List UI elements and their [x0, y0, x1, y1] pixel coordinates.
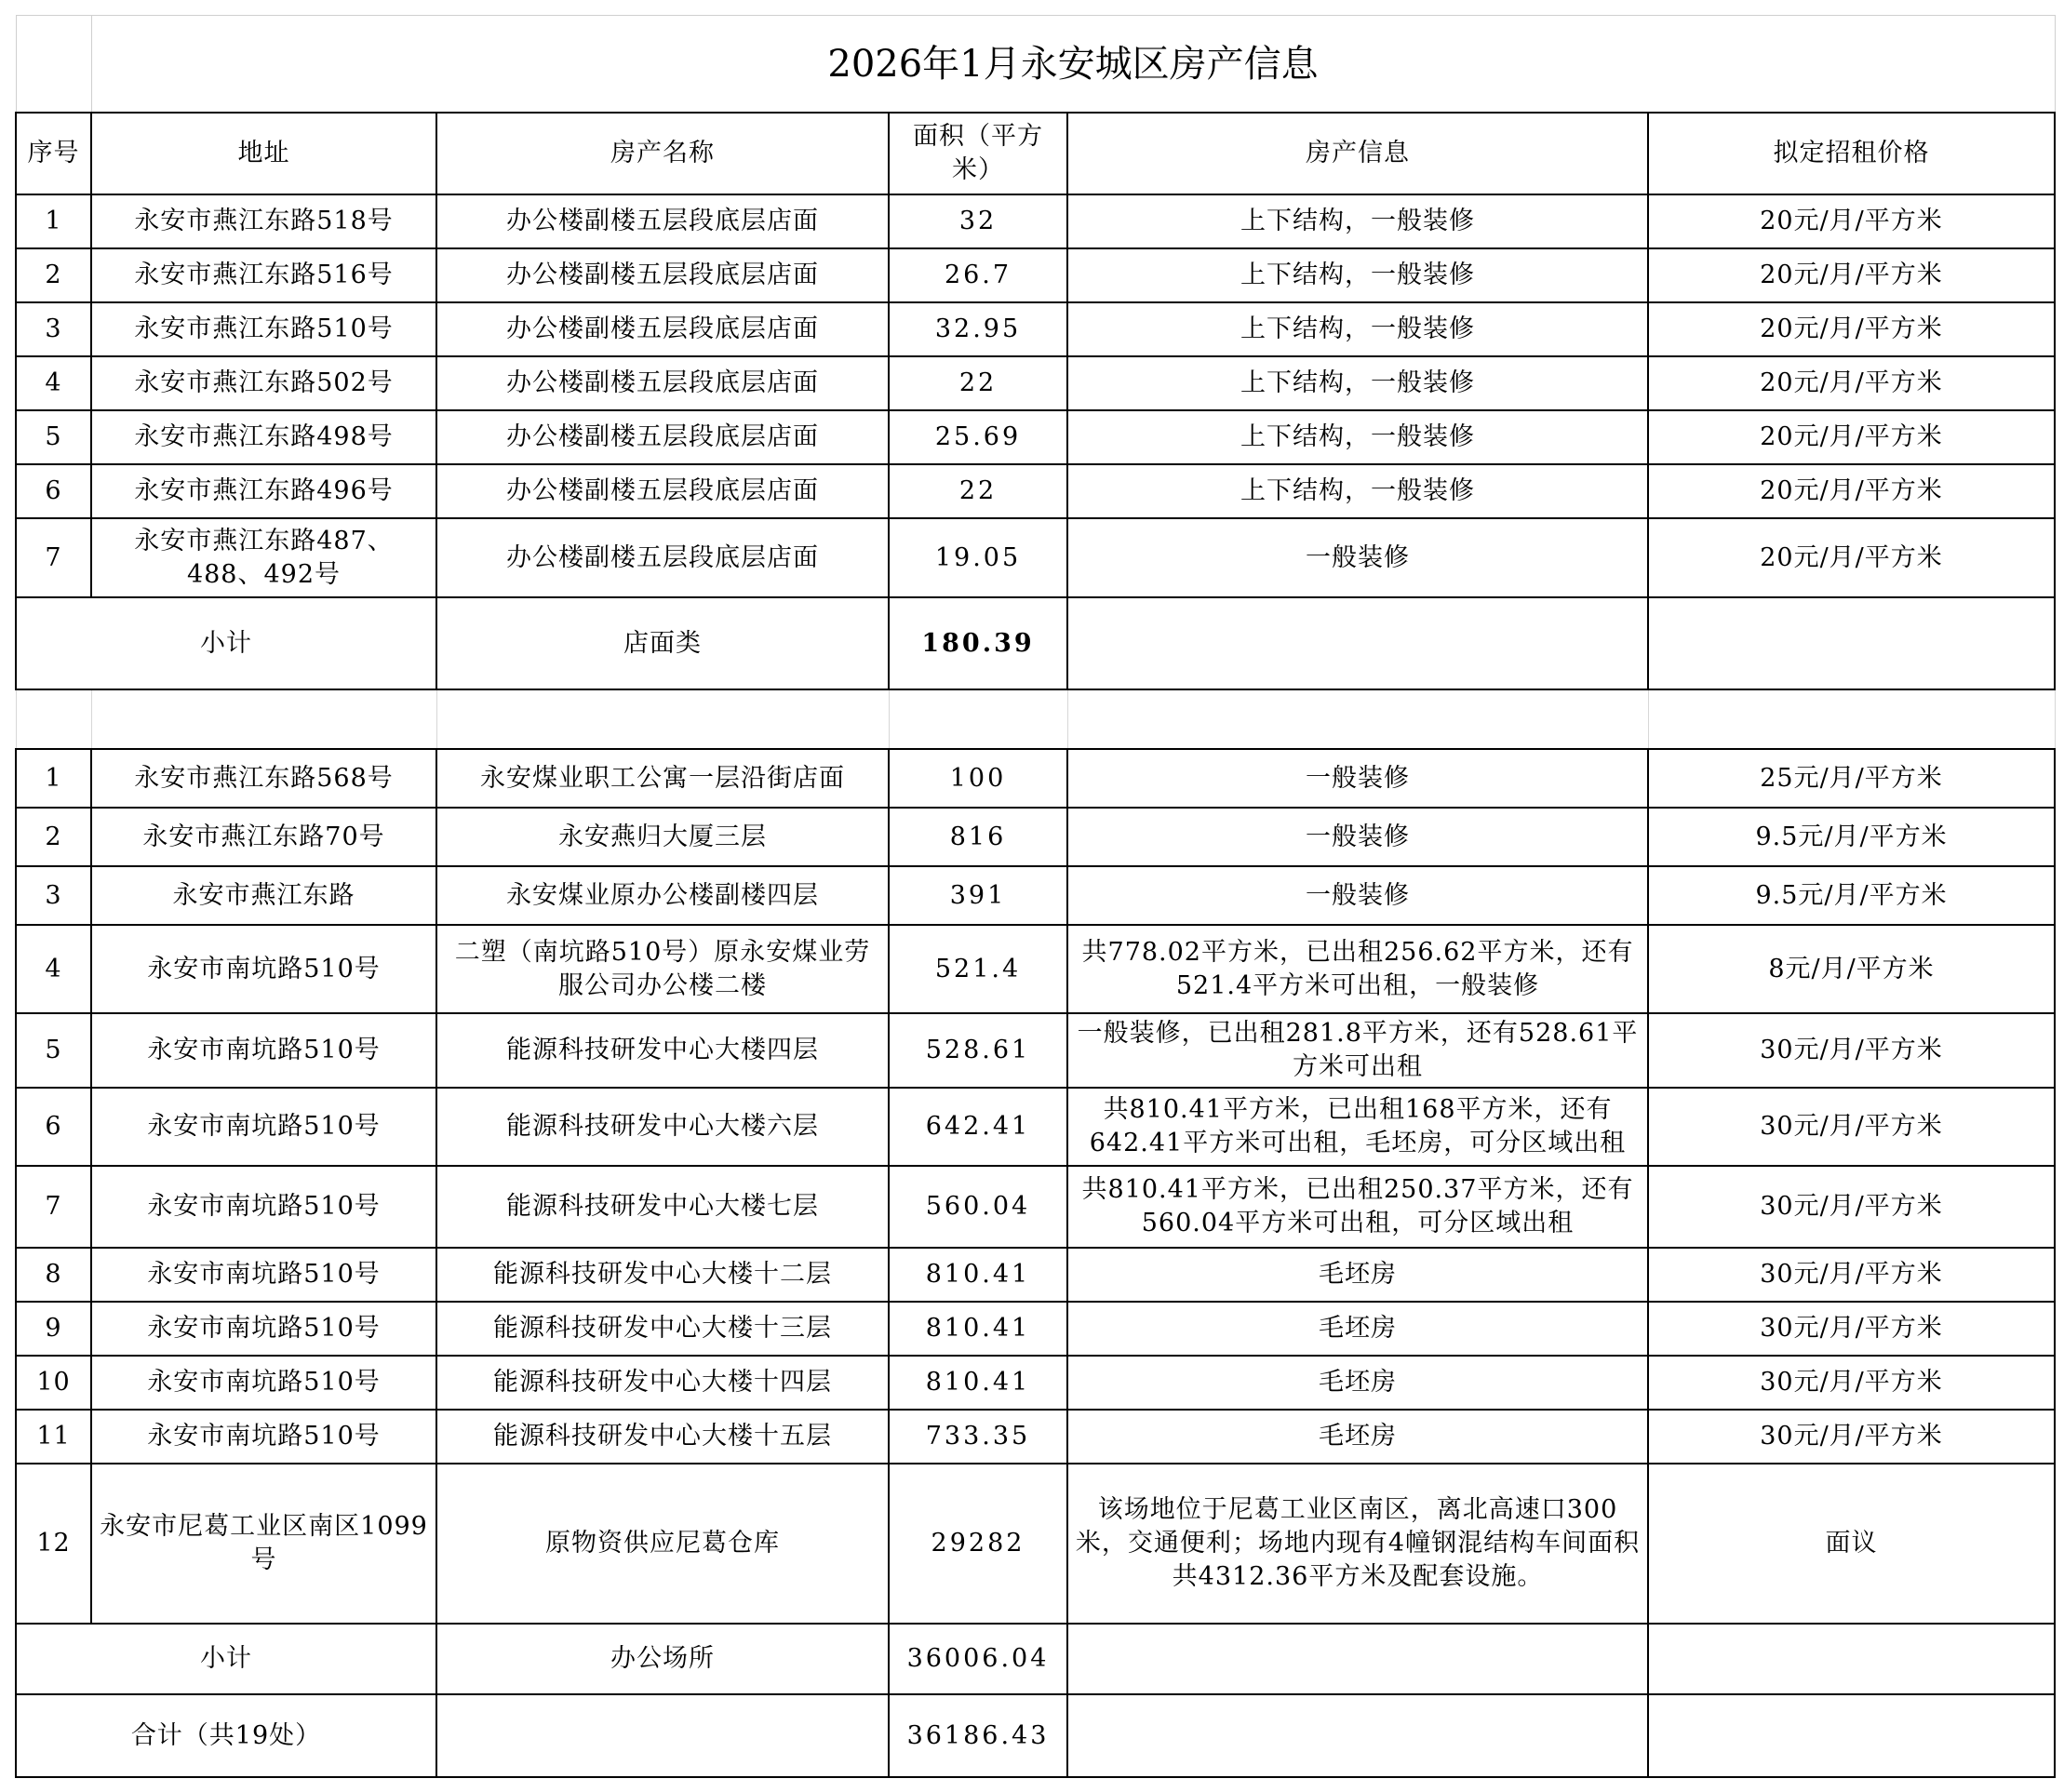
row-name: 能源科技研发中心大楼七层	[436, 1166, 889, 1248]
row-seq: 4	[16, 925, 91, 1013]
row-seq: 7	[16, 518, 91, 597]
property-sheet	[15, 15, 2054, 1778]
subtotal-label: 小计	[16, 1624, 436, 1694]
subtotal-price	[1648, 1624, 2055, 1694]
row-price: 20元/月/平方米	[1648, 464, 2055, 518]
row-info: 共810.41平方米，已出租168平方米，还有642.41平方米可出租，毛坯房，可分区域出租	[1067, 1088, 1648, 1166]
row-info: 上下结构，一般装修	[1067, 410, 1648, 464]
table-row	[16, 1088, 2055, 1166]
table-row	[16, 1013, 2055, 1088]
row-info: 上下结构，一般装修	[1067, 302, 1648, 356]
row-price: 20元/月/平方米	[1648, 194, 2055, 248]
row-price: 30元/月/平方米	[1648, 1088, 2055, 1166]
row-seq: 1	[16, 194, 91, 248]
row-price: 8元/月/平方米	[1648, 925, 2055, 1013]
row-area: 521.4	[889, 925, 1067, 1013]
row-seq: 6	[16, 1088, 91, 1166]
subtotal-category: 店面类	[436, 597, 889, 689]
row-name: 办公楼副楼五层段底层店面	[436, 464, 889, 518]
row-area: 528.61	[889, 1013, 1067, 1088]
row-name: 永安燕归大厦三层	[436, 808, 889, 866]
row-address: 永安市尼葛工业区南区1099号	[91, 1464, 436, 1624]
row-address: 永安市燕江东路502号	[91, 356, 436, 410]
row-area: 22	[889, 356, 1067, 410]
row-info: 一般装修	[1067, 518, 1648, 597]
row-name: 永安煤业原办公楼副楼四层	[436, 866, 889, 925]
row-info: 上下结构，一般装修	[1067, 248, 1648, 302]
row-area: 810.41	[889, 1248, 1067, 1302]
row-seq: 3	[16, 302, 91, 356]
row-info: 上下结构，一般装修	[1067, 356, 1648, 410]
row-area: 32	[889, 194, 1067, 248]
row-area: 100	[889, 749, 1067, 808]
row-seq: 6	[16, 464, 91, 518]
row-area: 391	[889, 866, 1067, 925]
row-area: 816	[889, 808, 1067, 866]
row-name: 能源科技研发中心大楼十五层	[436, 1410, 889, 1464]
spacer-cell	[1067, 689, 1648, 749]
table-row	[16, 1166, 2055, 1248]
subtotal-label: 小计	[16, 597, 436, 689]
row-address: 永安市南坑路510号	[91, 1410, 436, 1464]
row-address: 永安市南坑路510号	[91, 1088, 436, 1166]
row-area: 32.95	[889, 302, 1067, 356]
spacer-cell	[1648, 689, 2055, 749]
row-price: 30元/月/平方米	[1648, 1013, 2055, 1088]
row-name: 能源科技研发中心大楼十四层	[436, 1356, 889, 1410]
row-info: 共778.02平方米，已出租256.62平方米，还有521.4平方米可出租，一般装修	[1067, 925, 1648, 1013]
subtotal-price	[1648, 597, 2055, 689]
row-seq: 9	[16, 1302, 91, 1356]
table-row	[16, 464, 2055, 518]
row-info: 毛坯房	[1067, 1410, 1648, 1464]
row-area: 19.05	[889, 518, 1067, 597]
row-seq: 5	[16, 410, 91, 464]
row-price: 20元/月/平方米	[1648, 410, 2055, 464]
row-address: 永安市燕江东路498号	[91, 410, 436, 464]
row-address: 永安市燕江东路516号	[91, 248, 436, 302]
total-category	[436, 1694, 889, 1777]
header-address: 地址	[91, 113, 436, 194]
row-area: 22	[889, 464, 1067, 518]
table-row	[16, 356, 2055, 410]
row-seq: 10	[16, 1356, 91, 1410]
subtotal-row	[16, 1624, 2055, 1694]
header-info: 房产信息	[1067, 113, 1648, 194]
table-row	[16, 1302, 2055, 1356]
header-area: 面积（平方米）	[889, 113, 1067, 194]
row-address: 永安市南坑路510号	[91, 1248, 436, 1302]
row-price: 25元/月/平方米	[1648, 749, 2055, 808]
row-area: 642.41	[889, 1088, 1067, 1166]
row-address: 永安市南坑路510号	[91, 1166, 436, 1248]
row-area: 25.69	[889, 410, 1067, 464]
row-price: 30元/月/平方米	[1648, 1248, 2055, 1302]
row-name: 二塑（南坑路510号）原永安煤业劳服公司办公楼二楼	[436, 925, 889, 1013]
row-price: 9.5元/月/平方米	[1648, 808, 2055, 866]
row-area: 810.41	[889, 1356, 1067, 1410]
row-info: 上下结构，一般装修	[1067, 194, 1648, 248]
row-name: 原物资供应尼葛仓库	[436, 1464, 889, 1624]
subtotal-area: 36006.04	[889, 1624, 1067, 1694]
header-row	[16, 113, 2055, 194]
row-price: 30元/月/平方米	[1648, 1302, 2055, 1356]
table-row	[16, 925, 2055, 1013]
row-seq: 3	[16, 866, 91, 925]
row-info: 一般装修	[1067, 808, 1648, 866]
row-price: 30元/月/平方米	[1648, 1356, 2055, 1410]
table-row	[16, 1464, 2055, 1624]
table-row	[16, 248, 2055, 302]
row-name: 永安煤业职工公寓一层沿街店面	[436, 749, 889, 808]
spacer-cell	[16, 689, 91, 749]
header-price: 拟定招租价格	[1648, 113, 2055, 194]
row-address: 永安市燕江东路70号	[91, 808, 436, 866]
row-info: 上下结构，一般装修	[1067, 464, 1648, 518]
row-address: 永安市燕江东路487、488、492号	[91, 518, 436, 597]
row-address: 永安市燕江东路	[91, 866, 436, 925]
row-address: 永安市南坑路510号	[91, 925, 436, 1013]
subtotal-area: 180.39	[889, 597, 1067, 689]
row-name: 办公楼副楼五层段底层店面	[436, 410, 889, 464]
spacer-cell	[91, 689, 436, 749]
row-address: 永安市燕江东路496号	[91, 464, 436, 518]
subtotal-info	[1067, 1624, 1648, 1694]
table-row	[16, 194, 2055, 248]
row-name: 能源科技研发中心大楼六层	[436, 1088, 889, 1166]
page-title: 2026年1月永安城区房产信息	[91, 16, 2055, 114]
row-address: 永安市燕江东路568号	[91, 749, 436, 808]
row-price: 面议	[1648, 1464, 2055, 1624]
row-seq: 5	[16, 1013, 91, 1088]
row-info: 该场地位于尼葛工业区南区，离北高速口300米，交通便利；场地内现有4幢钢混结构车间面积共4312.36平方米及配套设施。	[1067, 1464, 1648, 1624]
property-table	[15, 15, 2056, 1778]
table-row	[16, 808, 2055, 866]
total-row	[16, 1694, 2055, 1777]
row-seq: 4	[16, 356, 91, 410]
row-area: 26.7	[889, 248, 1067, 302]
table-row	[16, 1356, 2055, 1410]
header-name: 房产名称	[436, 113, 889, 194]
row-address: 永安市南坑路510号	[91, 1302, 436, 1356]
subtotal-category: 办公场所	[436, 1624, 889, 1694]
row-price: 20元/月/平方米	[1648, 356, 2055, 410]
row-name: 办公楼副楼五层段底层店面	[436, 248, 889, 302]
total-price	[1648, 1694, 2055, 1777]
total-area: 36186.43	[889, 1694, 1067, 1777]
table-row	[16, 1248, 2055, 1302]
row-price: 20元/月/平方米	[1648, 302, 2055, 356]
row-area: 810.41	[889, 1302, 1067, 1356]
row-name: 办公楼副楼五层段底层店面	[436, 194, 889, 248]
row-name: 办公楼副楼五层段底层店面	[436, 518, 889, 597]
row-seq: 11	[16, 1410, 91, 1464]
row-area: 29282	[889, 1464, 1067, 1624]
row-address: 永安市南坑路510号	[91, 1013, 436, 1088]
row-seq: 8	[16, 1248, 91, 1302]
total-label: 合计（共19处）	[16, 1694, 436, 1777]
spacer-cell	[436, 689, 889, 749]
row-price: 20元/月/平方米	[1648, 248, 2055, 302]
row-info: 毛坯房	[1067, 1248, 1648, 1302]
row-price: 20元/月/平方米	[1648, 518, 2055, 597]
row-name: 办公楼副楼五层段底层店面	[436, 356, 889, 410]
spacer-cell	[889, 689, 1067, 749]
row-price: 9.5元/月/平方米	[1648, 866, 2055, 925]
row-info: 共810.41平方米，已出租250.37平方米，还有560.04平方米可出租，可分区域出租	[1067, 1166, 1648, 1248]
row-info: 一般装修，已出租281.8平方米，还有528.61平方米可出租	[1067, 1013, 1648, 1088]
row-price: 30元/月/平方米	[1648, 1166, 2055, 1248]
spacer-row	[16, 689, 2055, 749]
row-info: 一般装修	[1067, 749, 1648, 808]
row-info: 毛坯房	[1067, 1302, 1648, 1356]
row-name: 能源科技研发中心大楼十三层	[436, 1302, 889, 1356]
subtotal-info	[1067, 597, 1648, 689]
row-info: 一般装修	[1067, 866, 1648, 925]
row-seq: 12	[16, 1464, 91, 1624]
row-name: 能源科技研发中心大楼十二层	[436, 1248, 889, 1302]
title-left-cell	[16, 16, 91, 114]
table-row	[16, 1410, 2055, 1464]
row-address: 永安市燕江东路510号	[91, 302, 436, 356]
row-seq: 2	[16, 808, 91, 866]
row-seq: 7	[16, 1166, 91, 1248]
row-name: 能源科技研发中心大楼四层	[436, 1013, 889, 1088]
table-row	[16, 518, 2055, 597]
row-name: 办公楼副楼五层段底层店面	[436, 302, 889, 356]
row-area: 733.35	[889, 1410, 1067, 1464]
row-info: 毛坯房	[1067, 1356, 1648, 1410]
row-seq: 2	[16, 248, 91, 302]
row-price: 30元/月/平方米	[1648, 1410, 2055, 1464]
table-row	[16, 866, 2055, 925]
table-row	[16, 410, 2055, 464]
subtotal-row	[16, 597, 2055, 689]
table-row	[16, 749, 2055, 808]
table-row	[16, 302, 2055, 356]
total-info	[1067, 1694, 1648, 1777]
row-seq: 1	[16, 749, 91, 808]
row-address: 永安市南坑路510号	[91, 1356, 436, 1410]
header-seq: 序号	[16, 113, 91, 194]
row-area: 560.04	[889, 1166, 1067, 1248]
row-address: 永安市燕江东路518号	[91, 194, 436, 248]
